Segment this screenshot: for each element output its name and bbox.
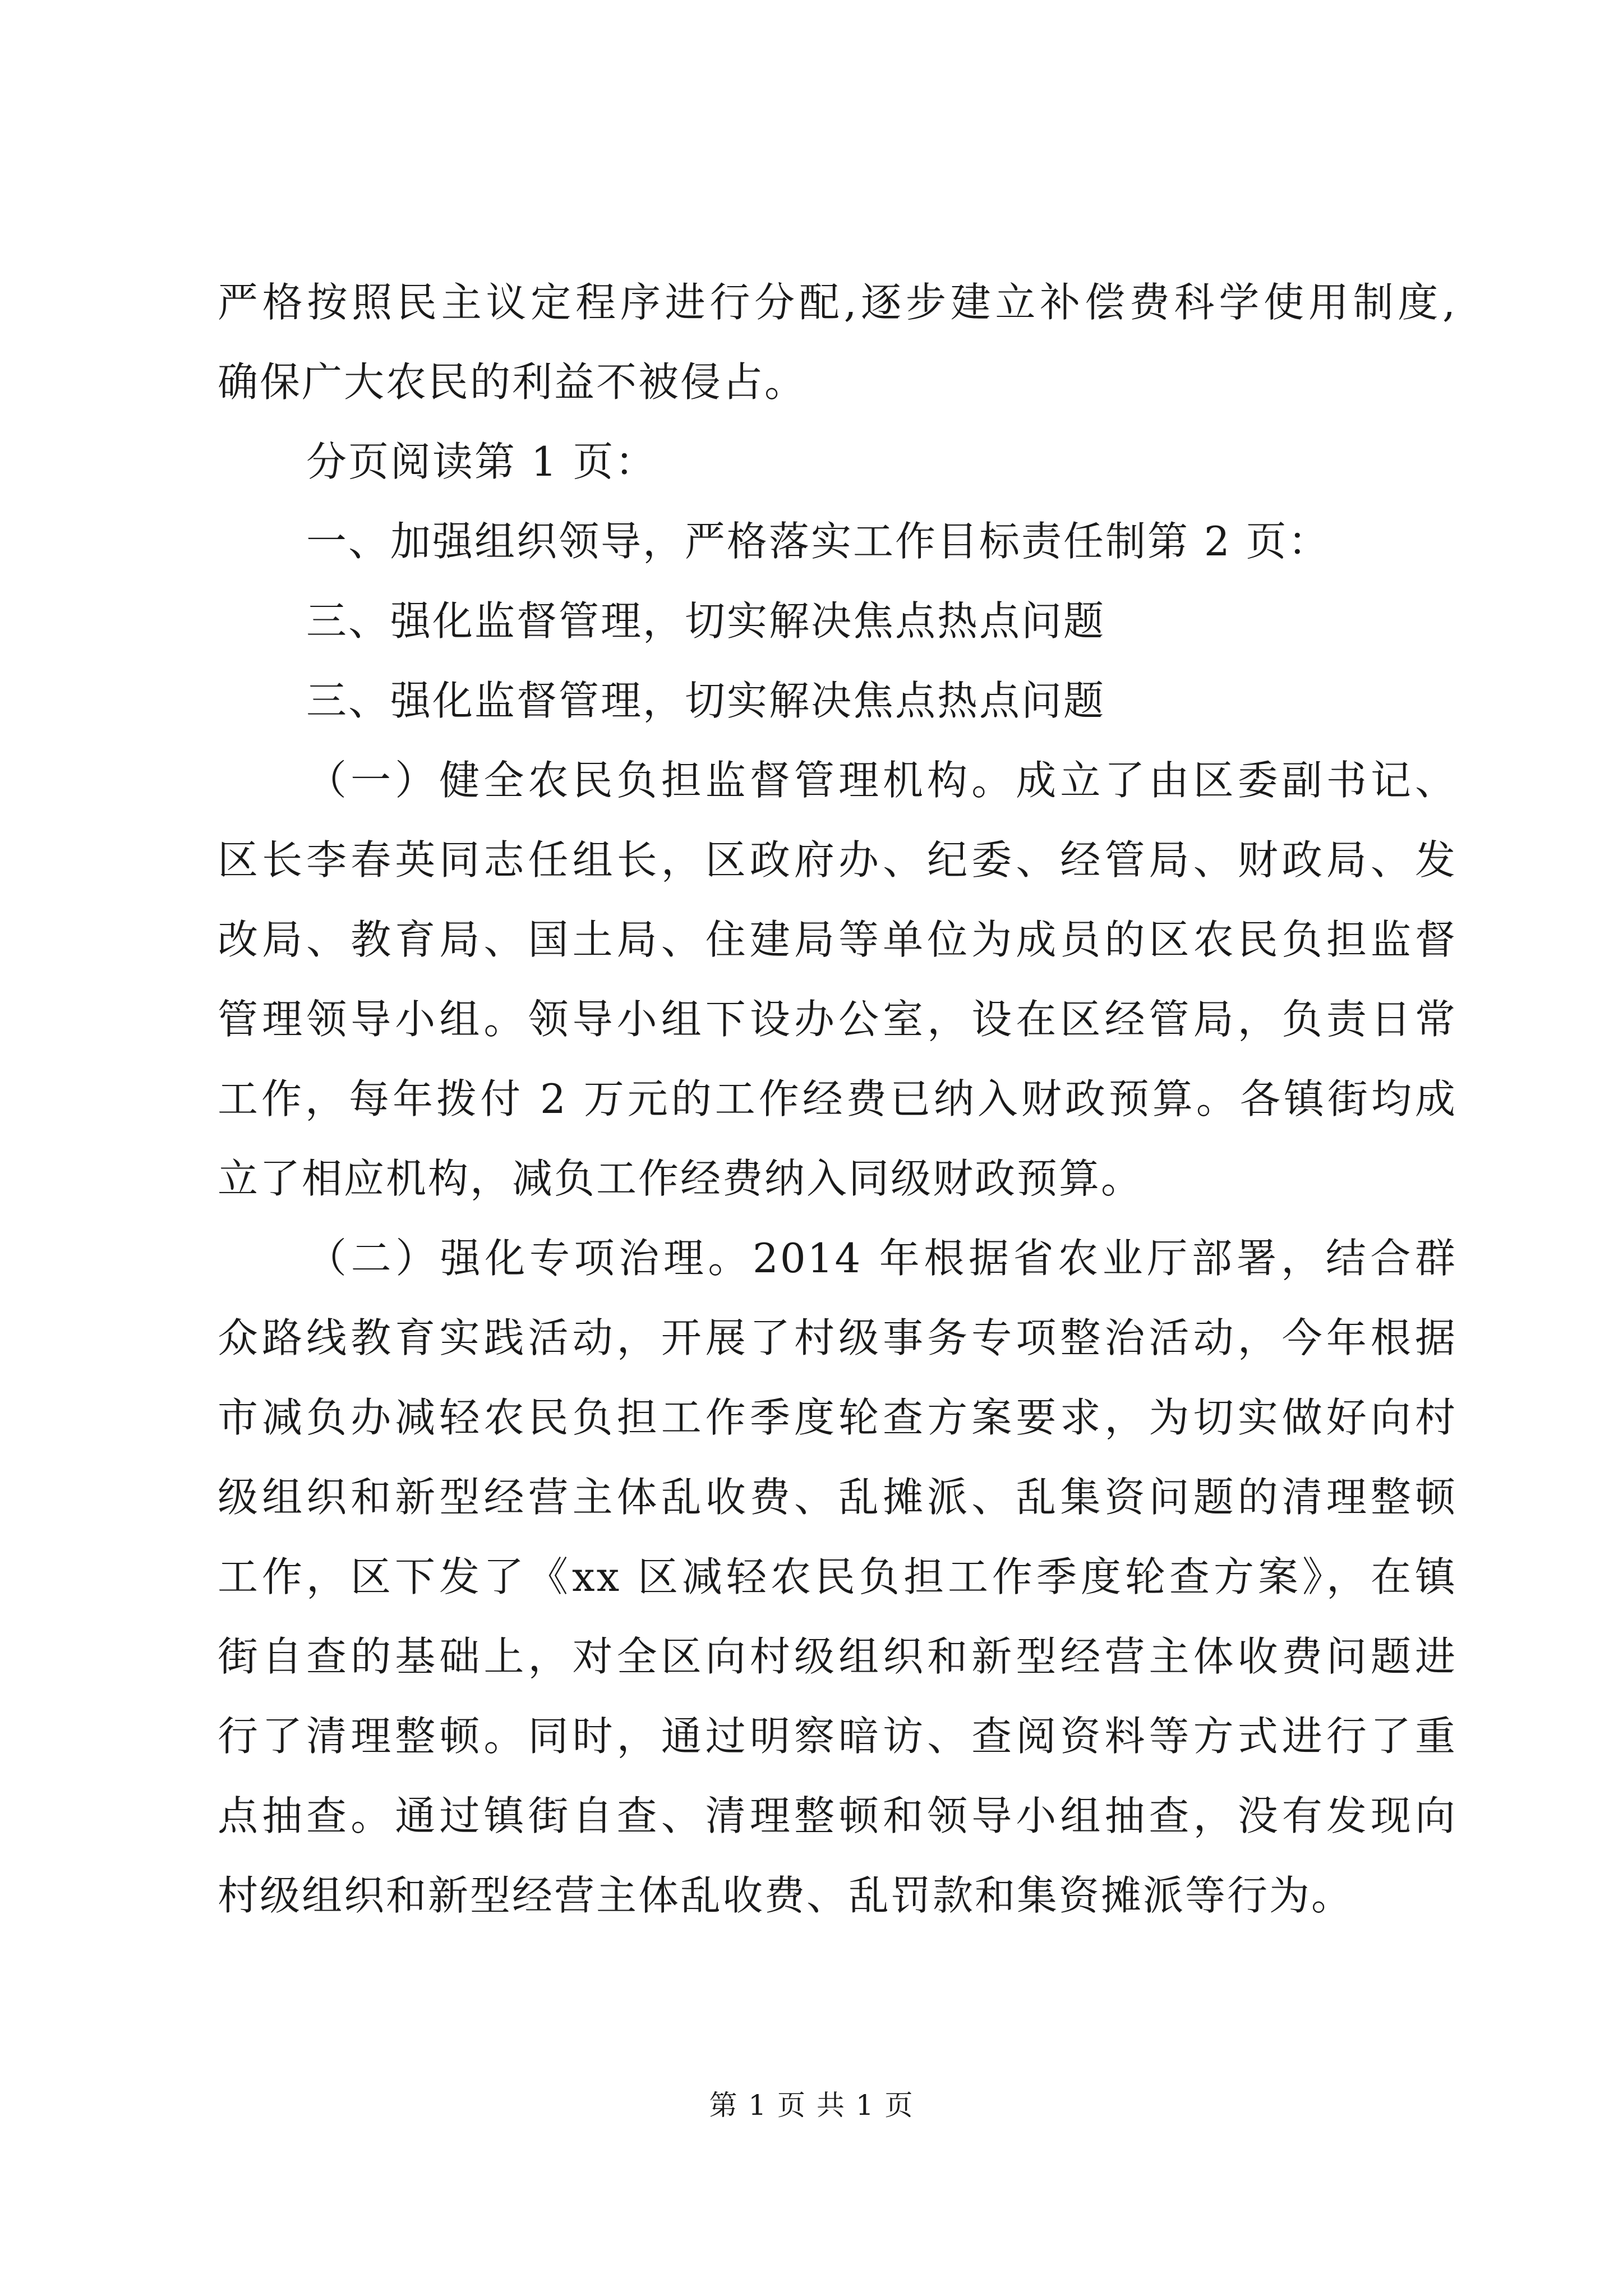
paragraph-line: （一）健全农民负担监督管理机构。成立了由区委副书记、 xyxy=(306,757,1457,804)
paragraph-line: 立了相应机构，减负工作经费纳入同级财政预算。 xyxy=(218,1155,1144,1202)
paragraph-line: 街自查的基础上，对全区向村级组织和新型经营主体收费问题进 xyxy=(218,1633,1457,1680)
paragraph-line: 众路线教育实践活动，开展了村级事务专项整治活动，今年根据 xyxy=(218,1314,1457,1361)
paragraph-line: 级组织和新型经营主体乱收费、乱摊派、乱集资问题的清理整顿 xyxy=(218,1474,1457,1521)
section-heading: 分页阅读第 1 页： xyxy=(306,438,657,485)
section-heading: 三、强化监督管理，切实解决焦点热点问题 xyxy=(306,597,1106,645)
paragraph-line: 严格按照民主议定程序进行分配,逐步建立补偿费科学使用制度, xyxy=(218,279,1457,326)
paragraph-line: 区长李春英同志任组长，区政府办、纪委、经管局、财政局、发 xyxy=(218,836,1457,884)
paragraph-line: （二）强化专项治理。2014 年根据省农业厅部署，结合群 xyxy=(306,1235,1457,1282)
section-heading: 三、强化监督管理，切实解决焦点热点问题 xyxy=(306,677,1106,724)
document-body xyxy=(218,263,1457,1935)
paragraph-line: 确保广大农民的利益不被侵占。 xyxy=(218,358,807,406)
paragraph-line: 行了清理整顿。同时，通过明察暗访、查阅资料等方式进行了重 xyxy=(218,1713,1457,1760)
paragraph-line: 工作，区下发了《xx 区减轻农民负担工作季度轮查方案》，在镇 xyxy=(218,1553,1457,1600)
paragraph-line: 村级组织和新型经营主体乱收费、乱罚款和集资摊派等行为。 xyxy=(218,1872,1354,1919)
paragraph-line: 市减负办减轻农民负担工作季度轮查方案要求，为切实做好向村 xyxy=(218,1394,1457,1441)
page-footer: 第 1 页 共 1 页 xyxy=(709,2089,914,2122)
section-heading: 一、加强组织领导，严格落实工作目标责任制第 2 页： xyxy=(306,518,1330,565)
paragraph-line: 点抽查。通过镇街自查、清理整顿和领导小组抽查，没有发现向 xyxy=(218,1792,1457,1839)
paragraph-line: 管理领导小组。领导小组下设办公室，设在区经管局，负责日常 xyxy=(218,996,1457,1043)
paragraph-line: 改局、教育局、国土局、住建局等单位为成员的区农民负担监督 xyxy=(218,916,1457,963)
paragraph-line: 工作，每年拨付 2 万元的工作经费已纳入财政预算。各镇街均成 xyxy=(218,1075,1457,1122)
